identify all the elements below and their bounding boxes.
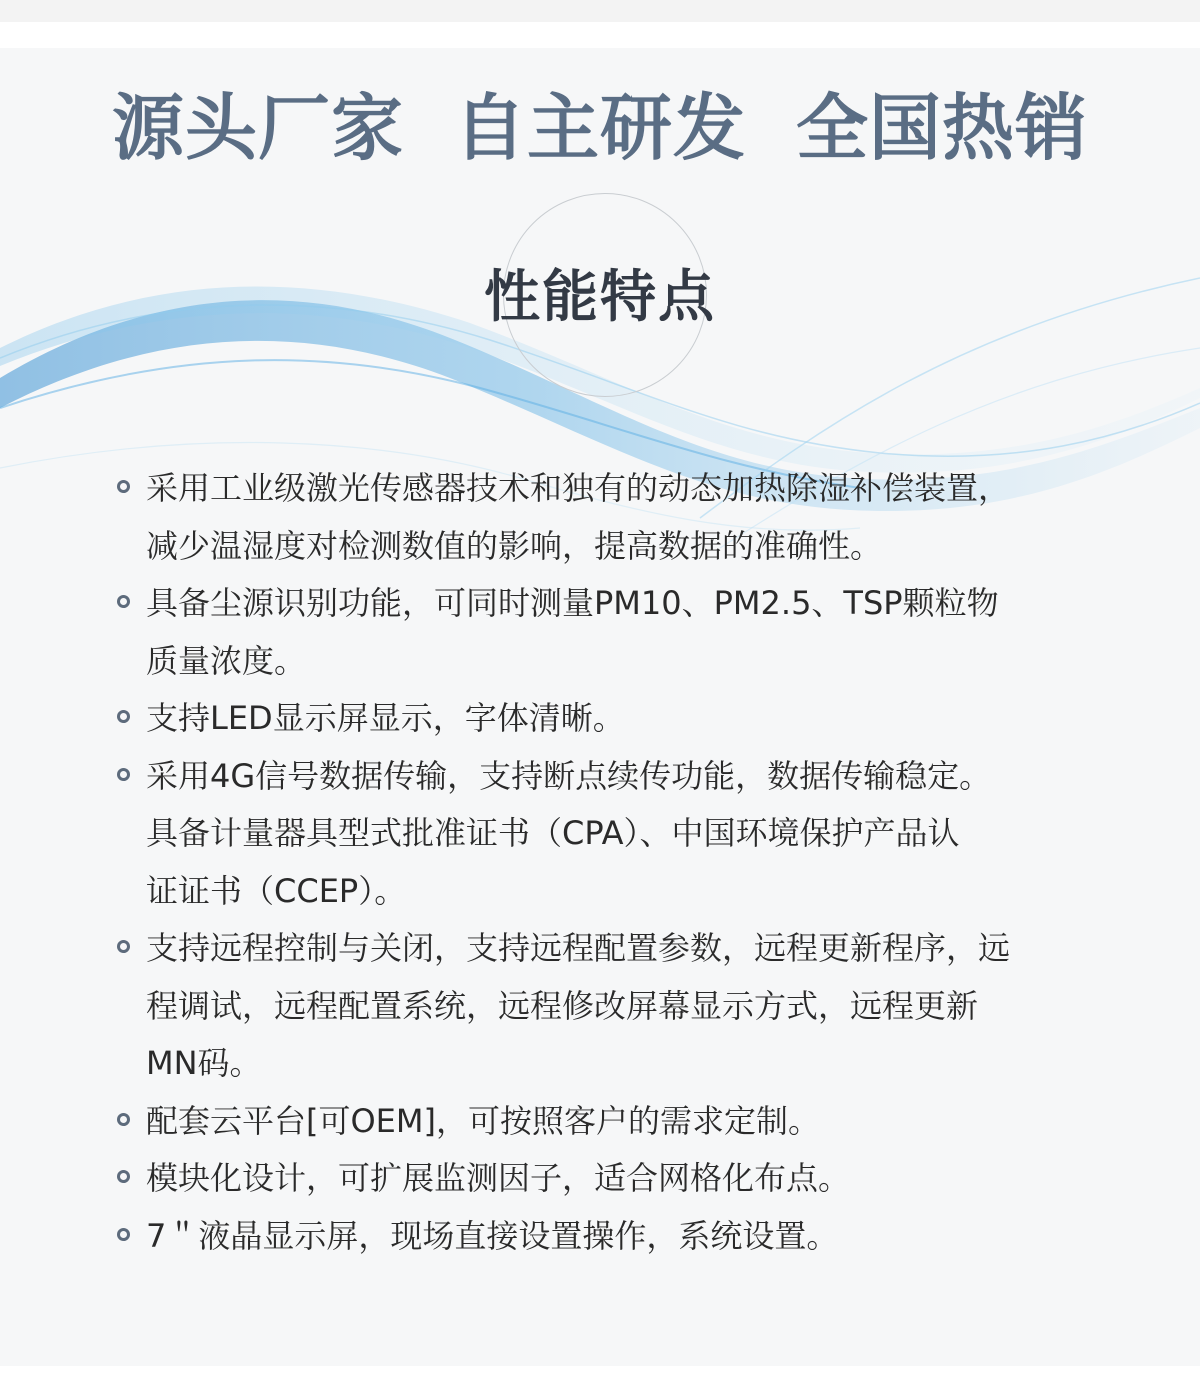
- bullet-icon: [117, 1170, 130, 1183]
- list-item: [115, 1093, 1105, 1151]
- list-item: [115, 1150, 1105, 1208]
- feature-text: 具备计量器具型式批准证书（CPA）、中国环境保护产品认: [146, 814, 960, 852]
- list-item: [115, 748, 1105, 921]
- feature-text: 采用4G信号数据传输，支持断点续传功能，数据传输稳定。: [146, 756, 992, 795]
- content-panel: [0, 48, 1200, 1366]
- bullet-icon: [117, 1228, 130, 1241]
- slogan-heading: [0, 78, 1200, 178]
- bullet-icon: [117, 1113, 130, 1126]
- list-item: [115, 1208, 1105, 1266]
- feature-text: MN码。: [146, 1044, 262, 1082]
- feature-text: 质量浓度。: [146, 641, 307, 680]
- bullet-icon: [117, 595, 130, 608]
- slogan-part: 全国热销: [796, 85, 1089, 170]
- list-item: [115, 690, 1105, 748]
- feature-text: 程调试，远程配置系统，远程修改屏幕显示方式，远程更新: [146, 986, 979, 1025]
- feature-list: [115, 460, 1105, 1265]
- bullet-icon: [117, 940, 130, 953]
- section-title: 性能特点: [484, 265, 716, 330]
- feature-text: 采用工业级激光传感器技术和独有的动态加热除湿补偿装置，: [146, 469, 1011, 507]
- feature-text: 支持LED显示屏显示，字体清晰。: [146, 699, 625, 737]
- feature-text: 配套云平台[可OEM]，可按照客户的需求定制。: [146, 1101, 820, 1140]
- list-item: [115, 920, 1105, 1093]
- bullet-icon: [117, 710, 130, 723]
- feature-text: 7＂液晶显示屏，现场直接设置操作，系统设置。: [146, 1216, 839, 1255]
- bullet-icon: [117, 768, 130, 781]
- feature-text: 减少温湿度对检测数值的影响，提高数据的准确性。: [146, 526, 883, 565]
- list-item: [115, 460, 1105, 575]
- feature-text: 证证书（CCEP）。: [146, 871, 407, 910]
- feature-text: 模块化设计，可扩展监测因子，适合网格化布点。: [146, 1159, 851, 1197]
- bullet-icon: [117, 480, 130, 493]
- slogan-part: 源头厂家: [111, 85, 404, 170]
- list-item: [115, 575, 1105, 690]
- feature-text: 支持远程控制与关闭，支持远程配置参数，远程更新程序，远: [146, 929, 1011, 967]
- slogan-part: 自主研发: [453, 85, 746, 170]
- top-band: [0, 0, 1200, 22]
- feature-text: 具备尘源识别功能，可同时测量PM10、PM2.5、TSP颗粒物: [146, 584, 999, 622]
